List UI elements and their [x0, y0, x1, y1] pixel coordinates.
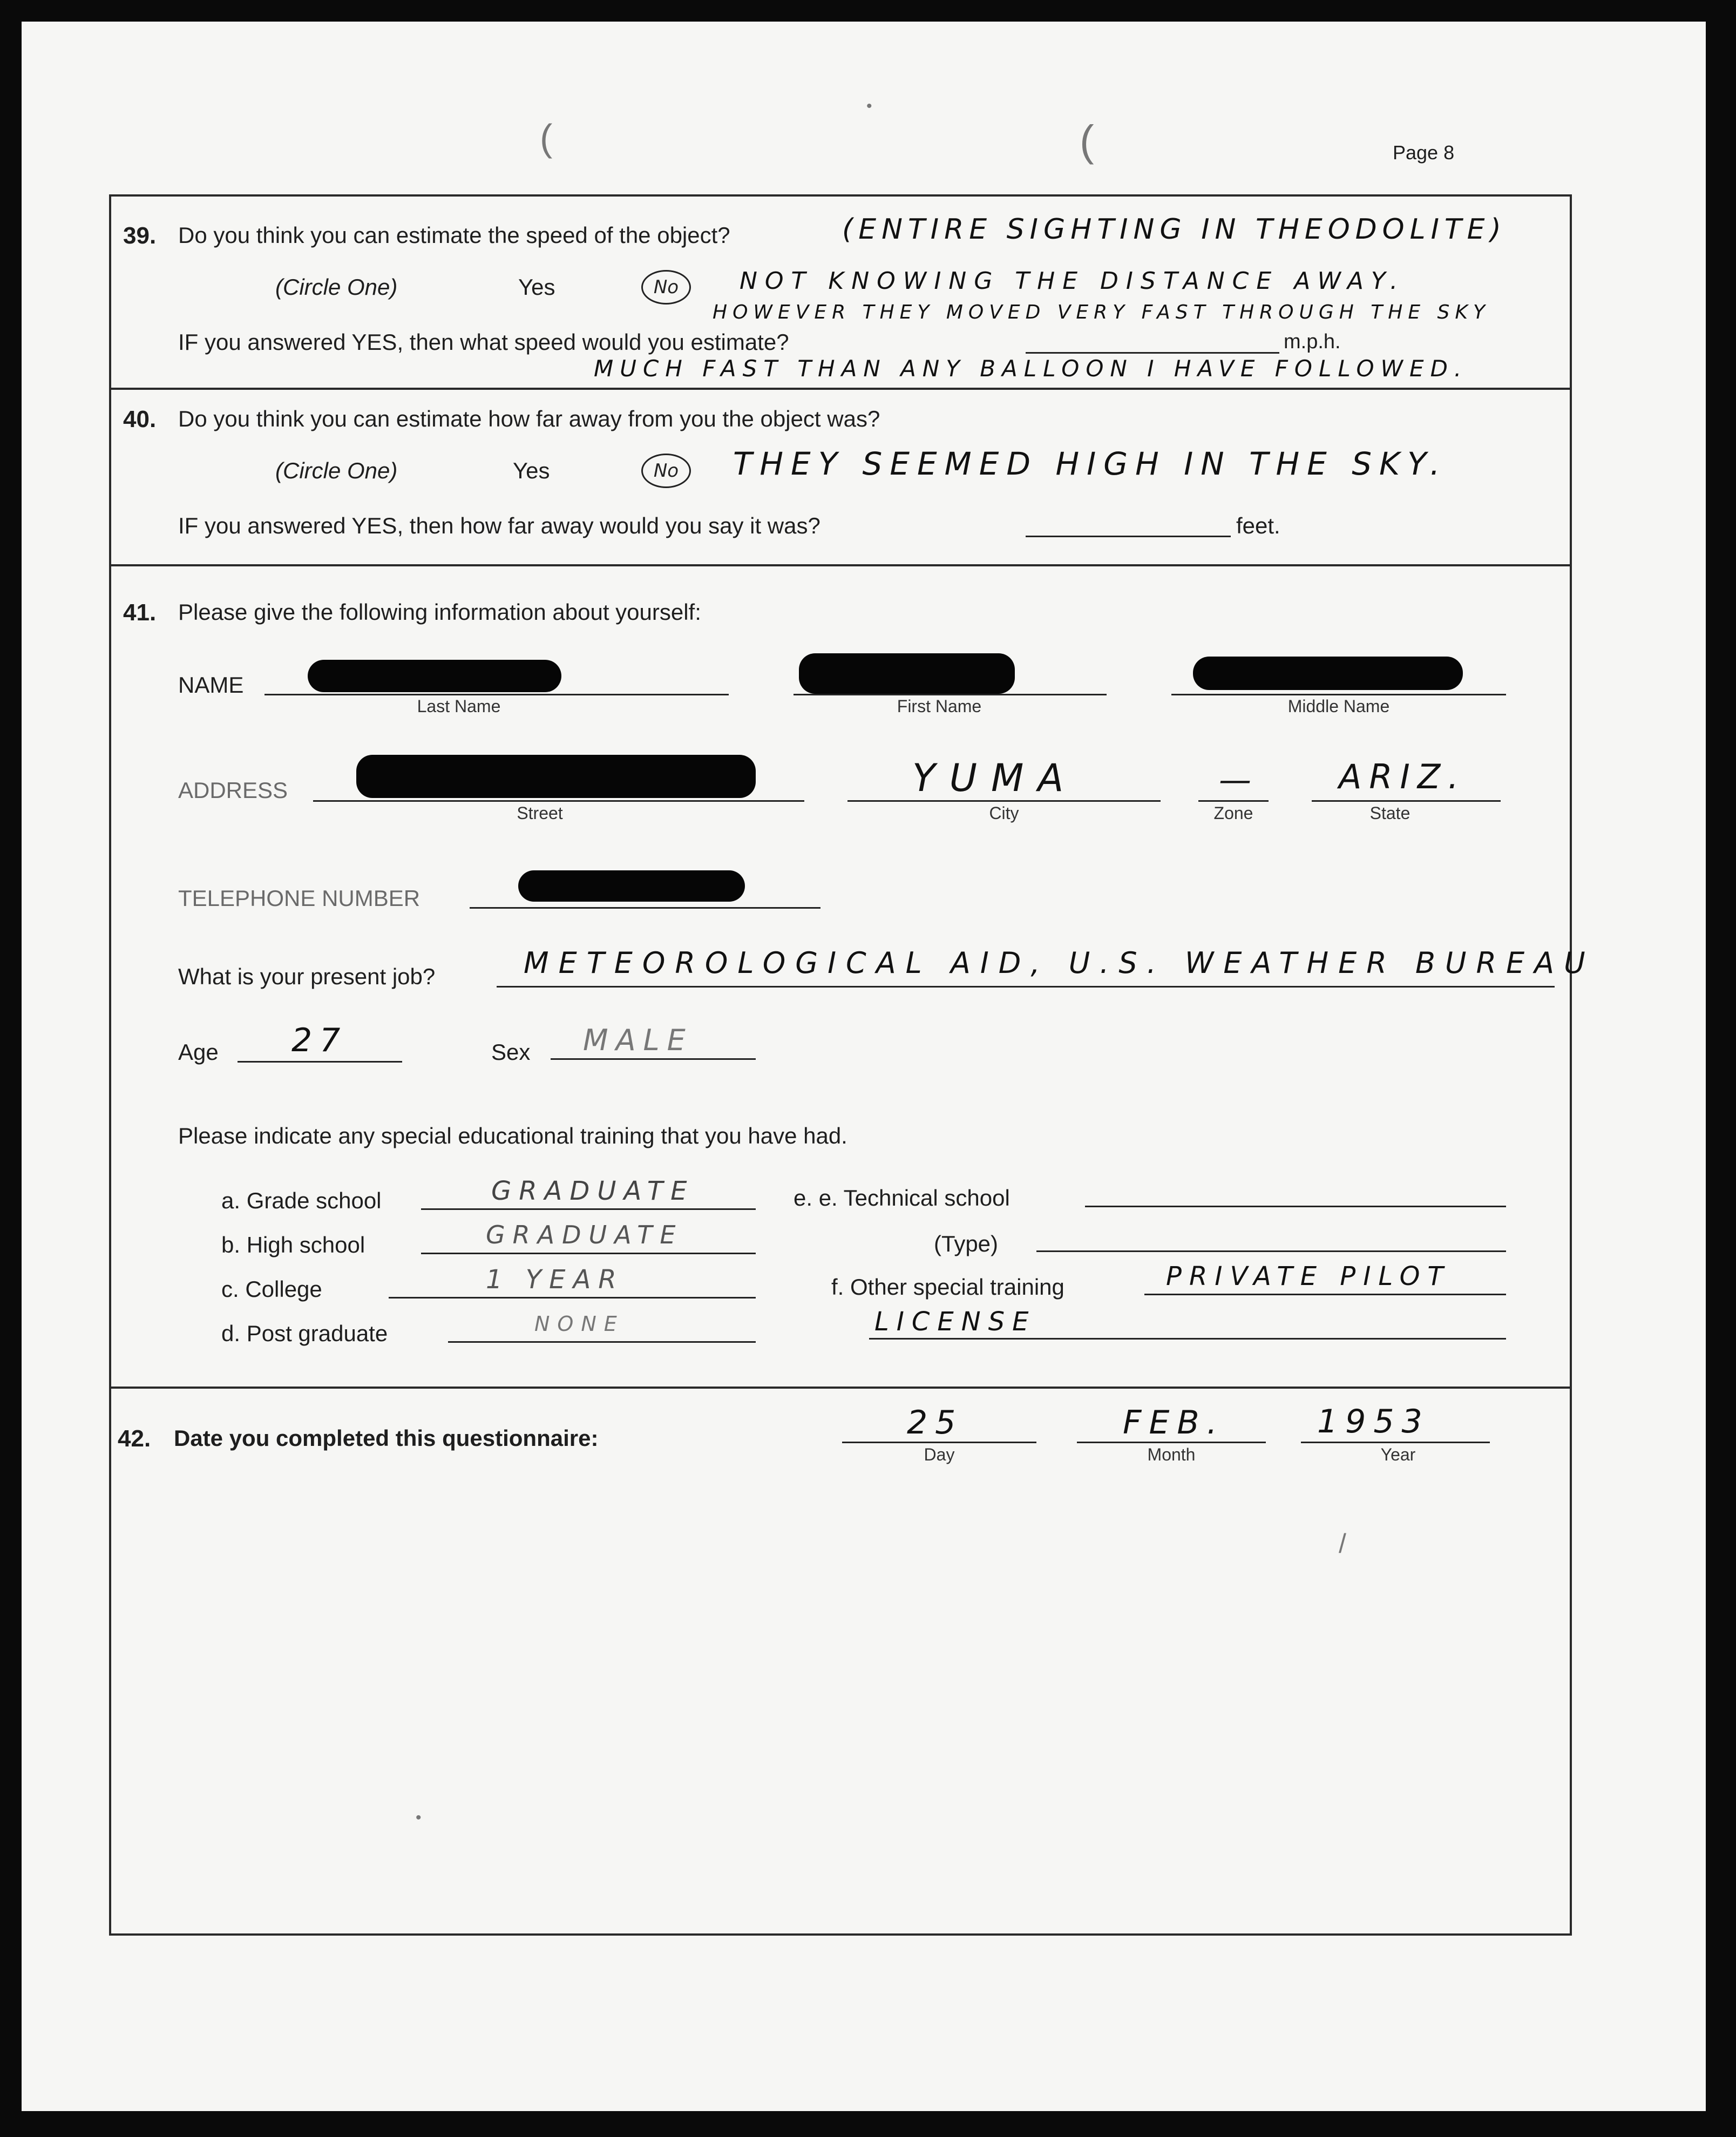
city-line — [847, 800, 1161, 802]
scan-speck: • — [866, 97, 872, 115]
q39-text: Do you think you can estimate the speed of the object? — [178, 222, 730, 248]
year-value: 1953 — [1317, 1403, 1430, 1441]
q40-distance-line — [1026, 536, 1231, 537]
state-value: ARIZ. — [1339, 757, 1466, 796]
city-caption: City — [989, 803, 1019, 823]
high-school-line — [421, 1253, 756, 1254]
month-caption: Month — [1147, 1445, 1196, 1464]
q39-followup: IF you answered YES, then what speed would you estimate? — [178, 329, 789, 355]
q40-yes-option: Yes — [513, 458, 550, 483]
month-value: FEB. — [1123, 1404, 1225, 1442]
divider-39-40 — [109, 388, 1572, 390]
q39-no-option-circled: No — [641, 270, 691, 305]
type-label: (Type) — [934, 1231, 999, 1256]
year-caption: Year — [1380, 1445, 1416, 1464]
q39-answer-line2: HOWEVER THEY MOVED VERY FAST THROUGH THE SKY — [713, 301, 1490, 323]
scan-mark: / — [1339, 1529, 1346, 1559]
age-label: Age — [178, 1039, 219, 1065]
day-caption: Day — [924, 1445, 955, 1464]
zone-value: — — [1219, 761, 1259, 799]
other-training-value2: LICENSE — [874, 1307, 1036, 1337]
last-name-line — [265, 694, 729, 695]
street-redaction — [356, 755, 756, 798]
post-graduate-line — [448, 1341, 756, 1343]
zone-caption: Zone — [1213, 803, 1253, 823]
training-prompt: Please indicate any special educational training that you have had. — [178, 1123, 847, 1148]
q39-handwritten-note: (ENTIRE SIGHTING IN THEODOLITE) — [842, 213, 1507, 246]
job-label: What is your present job? — [178, 964, 436, 989]
scan-mark: ( — [540, 117, 553, 159]
technical-school-label: e. e. Technical school — [794, 1185, 1010, 1210]
street-line — [313, 800, 804, 802]
q41-text: Please give the following information about yourself: — [178, 599, 701, 625]
q39-yes-option: Yes — [518, 274, 555, 300]
telephone-label: TELEPHONE NUMBER — [178, 885, 421, 911]
last-name-redaction — [308, 660, 561, 692]
city-value: YUMA — [912, 756, 1078, 800]
middle-name-redaction — [1193, 657, 1463, 690]
q42-text: Date you completed this questionnaire: — [174, 1425, 599, 1451]
age-line — [238, 1061, 402, 1063]
month-line — [1077, 1442, 1266, 1443]
q39-speed-line — [1026, 352, 1279, 354]
college-line — [389, 1297, 756, 1299]
post-graduate-value: NONE — [534, 1312, 625, 1336]
middle-name-line — [1171, 694, 1506, 695]
middle-name-caption: Middle Name — [1287, 696, 1390, 716]
street-caption: Street — [517, 803, 563, 823]
name-label: NAME — [178, 672, 244, 698]
telephone-line — [470, 907, 820, 909]
grade-school-line — [421, 1208, 756, 1210]
post-graduate-label: d. Post graduate — [221, 1321, 388, 1346]
first-name-line — [794, 694, 1107, 695]
state-line — [1312, 800, 1501, 802]
page-label: Page 8 — [1393, 141, 1455, 164]
other-training-line — [1144, 1294, 1506, 1295]
technical-school-line — [1085, 1206, 1506, 1207]
high-school-label: b. High school — [221, 1232, 365, 1257]
sex-line — [551, 1058, 756, 1060]
sex-value: MALE — [583, 1023, 693, 1057]
divider-41-42 — [109, 1387, 1572, 1389]
grade-school-value: GRADUATE — [491, 1176, 695, 1206]
q39-unit: m.p.h. — [1284, 330, 1341, 353]
job-value: METEOROLOGICAL AID, U.S. WEATHER BUREAU — [524, 946, 1595, 980]
q40-circle-label: (Circle One) — [275, 458, 398, 483]
q39-answer-line1: NOT KNOWING THE DISTANCE AWAY. — [740, 267, 1406, 295]
day-value: 25 — [907, 1404, 964, 1442]
job-line — [497, 986, 1555, 988]
q39-answer-line3: MUCH FAST THAN ANY BALLOON I HAVE FOLLOWED. — [594, 355, 1468, 382]
q39-number: 39. — [123, 222, 157, 249]
q42-number: 42. — [118, 1425, 151, 1452]
sex-label: Sex — [491, 1039, 531, 1065]
college-label: c. College — [221, 1276, 322, 1302]
other-training-line2 — [869, 1338, 1506, 1340]
day-line — [842, 1442, 1036, 1443]
type-line — [1036, 1250, 1506, 1252]
last-name-caption: Last Name — [417, 696, 501, 716]
first-name-redaction — [799, 653, 1015, 694]
scan-speck: • — [416, 1809, 422, 1827]
year-line — [1301, 1442, 1490, 1443]
q40-text: Do you think you can estimate how far away from you the object was? — [178, 406, 880, 431]
q40-answer: THEY SEEMED HIGH IN THE SKY. — [733, 445, 1448, 482]
high-school-value: GRADUATE — [486, 1220, 683, 1249]
q39-circle-label: (Circle One) — [275, 274, 398, 300]
scan-mark: ( — [1080, 117, 1094, 165]
other-training-value1: PRIVATE PILOT — [1166, 1261, 1451, 1291]
q40-no-option-circled: No — [641, 454, 691, 488]
age-value: 27 — [291, 1022, 348, 1059]
telephone-redaction — [518, 870, 745, 902]
other-training-label: f. Other special training — [831, 1274, 1064, 1300]
first-name-caption: First Name — [897, 696, 982, 716]
q40-followup: IF you answered YES, then how far away would you say it was? — [178, 513, 820, 538]
state-caption: State — [1369, 803, 1410, 823]
zone-line — [1198, 800, 1269, 802]
grade-school-label: a. Grade school — [221, 1188, 382, 1213]
q40-number: 40. — [123, 406, 157, 432]
document-page — [22, 22, 1706, 2111]
address-label: ADDRESS — [178, 777, 288, 803]
q41-number: 41. — [123, 599, 157, 626]
q40-unit: feet. — [1236, 513, 1280, 538]
divider-40-41 — [109, 564, 1572, 566]
college-value: 1 YEAR — [486, 1264, 624, 1295]
